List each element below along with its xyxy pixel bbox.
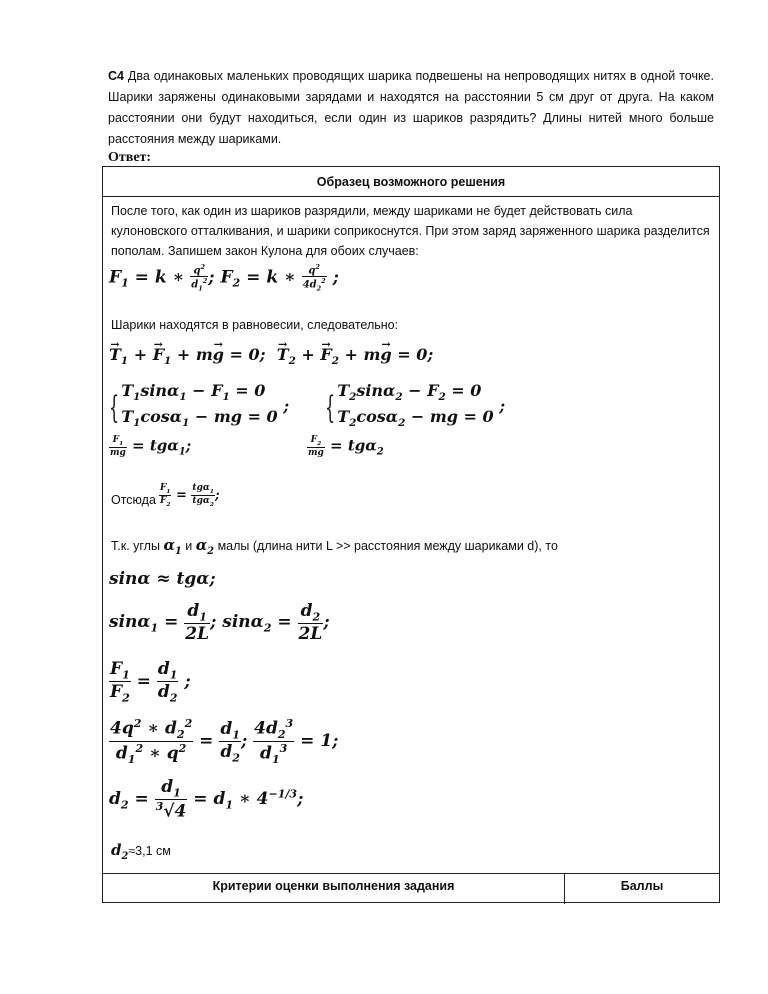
formula-tg-1: $\frac{F_1}{mg}$ = tgα$_1$; xyxy=(110,435,192,458)
formula-d2-result: $d_2$ = $\frac{d_1}{^3√4}$ = $d_1$ ∗ $4^{-1/3}$; xyxy=(109,777,304,823)
points-header: Баллы xyxy=(620,879,664,893)
solution-header: Образец возможного решения xyxy=(103,167,719,197)
formula-coulomb: $F_1 = k$ ∗ $\frac{q^2}{d_1^2}$ ; $F_2 = k$ ∗ $\frac{q^2}{4d_2^2}$ ; xyxy=(109,263,339,293)
formula-hence: $\frac{F_1}{F_2}$ = tgα$_1$ tgα$_2$ ; xyxy=(160,483,220,508)
formula-system-2: { $T_2\sin\alpha_2 - F_2 = 0$ $T_2\cos\alpha_2$ − mg = 0 ; xyxy=(325,381,506,430)
final-result-value: ≈3,1 см xyxy=(128,844,171,858)
formula-cube-ratio: $\frac{4q^2 ∗ d_2^2}{d_1^2 ∗ q^2}$ = $\frac{d_1}{d_2}$ ; $\frac{4d_2^3}{d_1^3}$ = 1; xyxy=(110,717,339,767)
small-angles-and: и xyxy=(185,539,193,553)
formula-system-1: { $T_1\sin\alpha_1 - F_1 = 0$ $T_1\cos\alpha_1$ − mg = 0 ; xyxy=(109,381,290,430)
formula-tg-2: $\frac{F_2}{mg}$ = tgα$_2$ xyxy=(308,435,384,458)
formula-sin-values: sinα$_1$ = $\frac{d_1}{2L}$ ; sinα$_2$ = $\frac{d_2}{2L}$ ; xyxy=(109,601,330,645)
alpha-1-symbol: $\alpha_1$ xyxy=(163,536,182,557)
solution-para-2: Шарики находятся в равновесии, следовательно: xyxy=(111,318,399,332)
small-angles-pre: Т.к. углы xyxy=(111,539,160,553)
small-angles-post: малы (длина нити L >> расстояния между шариками d), то xyxy=(217,539,558,553)
problem-label: С4 xyxy=(108,69,124,83)
alpha-2-symbol: $\alpha_2$ xyxy=(195,536,215,557)
criteria-header: Критерии оценки выполнения задания xyxy=(103,874,565,904)
formula-force-ratio: $\frac{F_1}{F_2}$ = $\frac{d_1}{d_2}$ ; xyxy=(110,659,191,705)
hence-label: Отсюда xyxy=(111,493,156,507)
solution-para-1: После того, как один из шариков разрядили, между шариками не будет действовать сила кулоновского отталкивания, и шарики соприкоснутся. При этом заряд заряженного шарика разделится пополам. Запишем закон Кулона для обоих случаев: xyxy=(111,204,710,258)
problem-statement xyxy=(108,66,714,150)
solution-table xyxy=(102,166,720,903)
formula-sin-approx: sinα ≈ tgα; xyxy=(109,569,216,589)
problem-text: Два одинаковых маленьких проводящих шарика подвешены на непроводящих нитях в одной точке. Шарики заряжены одинаковыми зарядами и находятся на расстоянии 5 см друг от друга. На каком расстоянии они будут находиться, если один из шариков разрядить? Длины нитей много больше расстояния между шариками. xyxy=(108,69,714,146)
formula-vector-equilibrium: → $T_1$ + → $F_1 + m\to g = 0$; → $T_2$ + → $F_2 + m\to g = 0$; xyxy=(109,345,433,367)
answer-label: Ответ: xyxy=(108,150,152,165)
d2-symbol: $d_2$ xyxy=(111,841,129,862)
small-angles-line xyxy=(111,535,711,562)
criteria-row xyxy=(103,873,719,904)
final-result xyxy=(111,840,711,867)
